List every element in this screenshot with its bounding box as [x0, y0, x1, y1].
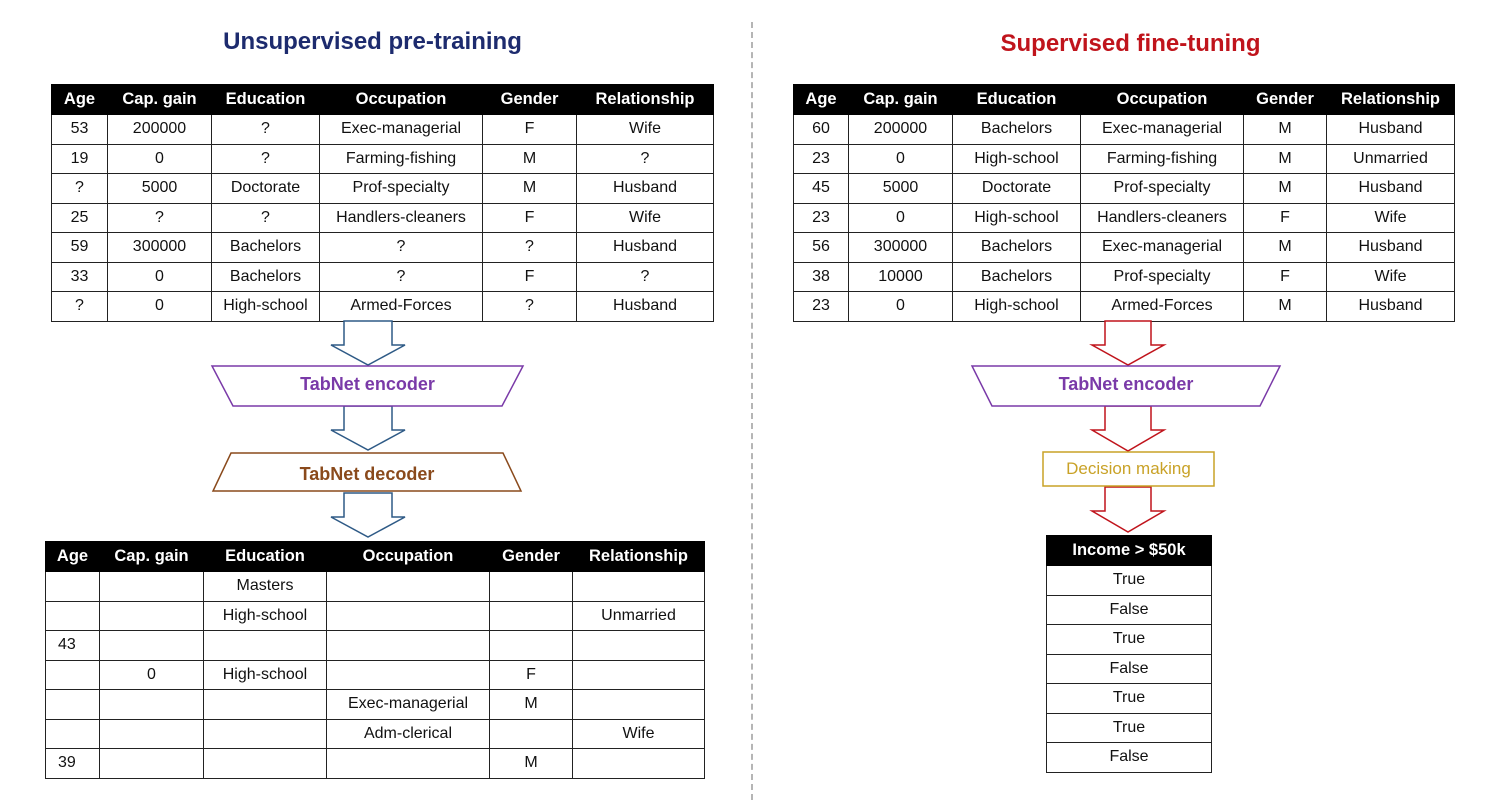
table-cell: 23 — [794, 144, 849, 174]
table-cell: Unmarried — [573, 601, 705, 631]
table-cell: False — [1047, 595, 1212, 625]
table-cell: 200000 — [108, 115, 212, 145]
table-cell: Prof-specialty — [1081, 262, 1244, 292]
table-cell: Exec-managerial — [327, 690, 490, 720]
table-cell: M — [1244, 233, 1327, 263]
table-cell: 300000 — [849, 233, 953, 263]
table-cell: F — [1244, 203, 1327, 233]
table-cell: M — [483, 144, 577, 174]
table-cell: Doctorate — [953, 174, 1081, 204]
table-cell: True — [1047, 625, 1212, 655]
table-cell: ? — [483, 292, 577, 322]
table-cell: F — [1244, 262, 1327, 292]
table-cell: 59 — [52, 233, 108, 263]
table-cell: M — [483, 174, 577, 204]
table-cell: 38 — [794, 262, 849, 292]
table-cell: Bachelors — [212, 233, 320, 263]
column-header: Relationship — [577, 85, 714, 115]
table-cell: Farming-fishing — [320, 144, 483, 174]
column-header: Occupation — [1081, 85, 1244, 115]
table-cell: ? — [212, 144, 320, 174]
column-header: Relationship — [1327, 85, 1455, 115]
table-cell: Exec-managerial — [1081, 115, 1244, 145]
table-cell: F — [483, 115, 577, 145]
arrow-down-icon — [331, 406, 405, 450]
table-cell: 5000 — [108, 174, 212, 204]
table-cell: Wife — [577, 203, 714, 233]
table-cell: Husband — [577, 174, 714, 204]
table-cell: 43 — [46, 631, 100, 661]
column-header: Occupation — [327, 542, 490, 572]
table-cell: True — [1047, 684, 1212, 714]
table-cell: Husband — [1327, 115, 1455, 145]
table-cell: 23 — [794, 292, 849, 322]
table-cell: F — [483, 262, 577, 292]
table-cell: Prof-specialty — [1081, 174, 1244, 204]
table-cell: High-school — [204, 601, 327, 631]
table-cell: M — [1244, 115, 1327, 145]
table-cell: Wife — [1327, 203, 1455, 233]
table-cell: Prof-specialty — [320, 174, 483, 204]
table-cell: 0 — [108, 144, 212, 174]
table-cell: ? — [483, 233, 577, 263]
arrow-down-icon — [1092, 406, 1164, 451]
table-cell: Armed-Forces — [320, 292, 483, 322]
table-cell: 33 — [52, 262, 108, 292]
table-cell: Farming-fishing — [1081, 144, 1244, 174]
table-cell: Wife — [1327, 262, 1455, 292]
table-cell: High-school — [212, 292, 320, 322]
table-cell: Husband — [577, 292, 714, 322]
table-cell: 300000 — [108, 233, 212, 263]
table-cell: ? — [577, 262, 714, 292]
column-header: Education — [204, 542, 327, 572]
table-cell: Bachelors — [953, 233, 1081, 263]
table-cell: 0 — [100, 660, 204, 690]
table-cell: 19 — [52, 144, 108, 174]
column-header: Income > $50k — [1047, 536, 1212, 566]
table-cell: Husband — [1327, 233, 1455, 263]
table-cell: Husband — [1327, 174, 1455, 204]
table-cell: Husband — [577, 233, 714, 263]
table-cell: 0 — [849, 292, 953, 322]
column-header: Age — [794, 85, 849, 115]
table-cell: Doctorate — [212, 174, 320, 204]
table-cell: False — [1047, 654, 1212, 684]
column-header: Cap. gain — [849, 85, 953, 115]
arrow-down-icon — [331, 493, 405, 537]
table-cell: Masters — [204, 572, 327, 602]
table-cell: Exec-managerial — [320, 115, 483, 145]
table-cell: ? — [212, 115, 320, 145]
table-cell: 25 — [52, 203, 108, 233]
table-cell: ? — [212, 203, 320, 233]
table-cell: Adm-clerical — [327, 719, 490, 749]
table-cell: ? — [577, 144, 714, 174]
table-cell: 56 — [794, 233, 849, 263]
column-header: Education — [953, 85, 1081, 115]
column-header: Education — [212, 85, 320, 115]
table-cell: True — [1047, 566, 1212, 596]
arrow-down-icon — [1092, 487, 1164, 532]
arrow-down-icon — [1092, 321, 1164, 365]
table-cell: ? — [52, 174, 108, 204]
table-cell: F — [483, 203, 577, 233]
column-header: Occupation — [320, 85, 483, 115]
table-cell: ? — [108, 203, 212, 233]
column-header: Gender — [490, 542, 573, 572]
column-header: Cap. gain — [100, 542, 204, 572]
table-cell: Husband — [1327, 292, 1455, 322]
decision-label: Decision making — [1066, 459, 1191, 478]
table-cell: 45 — [794, 174, 849, 204]
table-cell: 200000 — [849, 115, 953, 145]
table-cell: M — [490, 749, 573, 779]
table-cell: False — [1047, 743, 1212, 773]
table-cell: Handlers-cleaners — [1081, 203, 1244, 233]
table-cell: 53 — [52, 115, 108, 145]
table-cell: High-school — [953, 203, 1081, 233]
table-cell: F — [490, 660, 573, 690]
column-header: Gender — [483, 85, 577, 115]
table-cell: Bachelors — [953, 115, 1081, 145]
table-cell: High-school — [953, 144, 1081, 174]
table-cell: ? — [320, 262, 483, 292]
table-cell: 60 — [794, 115, 849, 145]
right-title: Supervised fine-tuning — [1000, 30, 1261, 57]
table-cell: Bachelors — [212, 262, 320, 292]
column-header: Relationship — [573, 542, 705, 572]
table-cell: M — [1244, 292, 1327, 322]
table-cell: 5000 — [849, 174, 953, 204]
column-header: Age — [46, 542, 100, 572]
table-cell: Bachelors — [953, 262, 1081, 292]
table-cell: Wife — [577, 115, 714, 145]
table-cell: Unmarried — [1327, 144, 1455, 174]
column-header: Cap. gain — [108, 85, 212, 115]
table-cell: 0 — [849, 203, 953, 233]
table-cell: ? — [320, 233, 483, 263]
table-cell: 23 — [794, 203, 849, 233]
encoder-label-right: TabNet encoder — [1058, 374, 1194, 394]
table-cell: 10000 — [849, 262, 953, 292]
arrow-down-icon — [331, 321, 405, 365]
table-cell: Handlers-cleaners — [320, 203, 483, 233]
table-cell: M — [490, 690, 573, 720]
table-cell: 0 — [108, 262, 212, 292]
table-cell: M — [1244, 174, 1327, 204]
left-title: Unsupervised pre-training — [223, 28, 522, 55]
table-cell: High-school — [204, 660, 327, 690]
table-cell: 0 — [849, 144, 953, 174]
column-header: Age — [52, 85, 108, 115]
decoder-label: TabNet decoder — [299, 464, 435, 484]
table-cell: M — [1244, 144, 1327, 174]
table-cell: Exec-managerial — [1081, 233, 1244, 263]
table-cell: 0 — [108, 292, 212, 322]
table-cell: High-school — [953, 292, 1081, 322]
encoder-label-left: TabNet encoder — [300, 374, 435, 394]
table-cell: Wife — [573, 719, 705, 749]
table-cell: True — [1047, 713, 1212, 743]
table-cell: 39 — [46, 749, 100, 779]
table-cell: ? — [52, 292, 108, 322]
column-header: Gender — [1244, 85, 1327, 115]
table-cell: Armed-Forces — [1081, 292, 1244, 322]
